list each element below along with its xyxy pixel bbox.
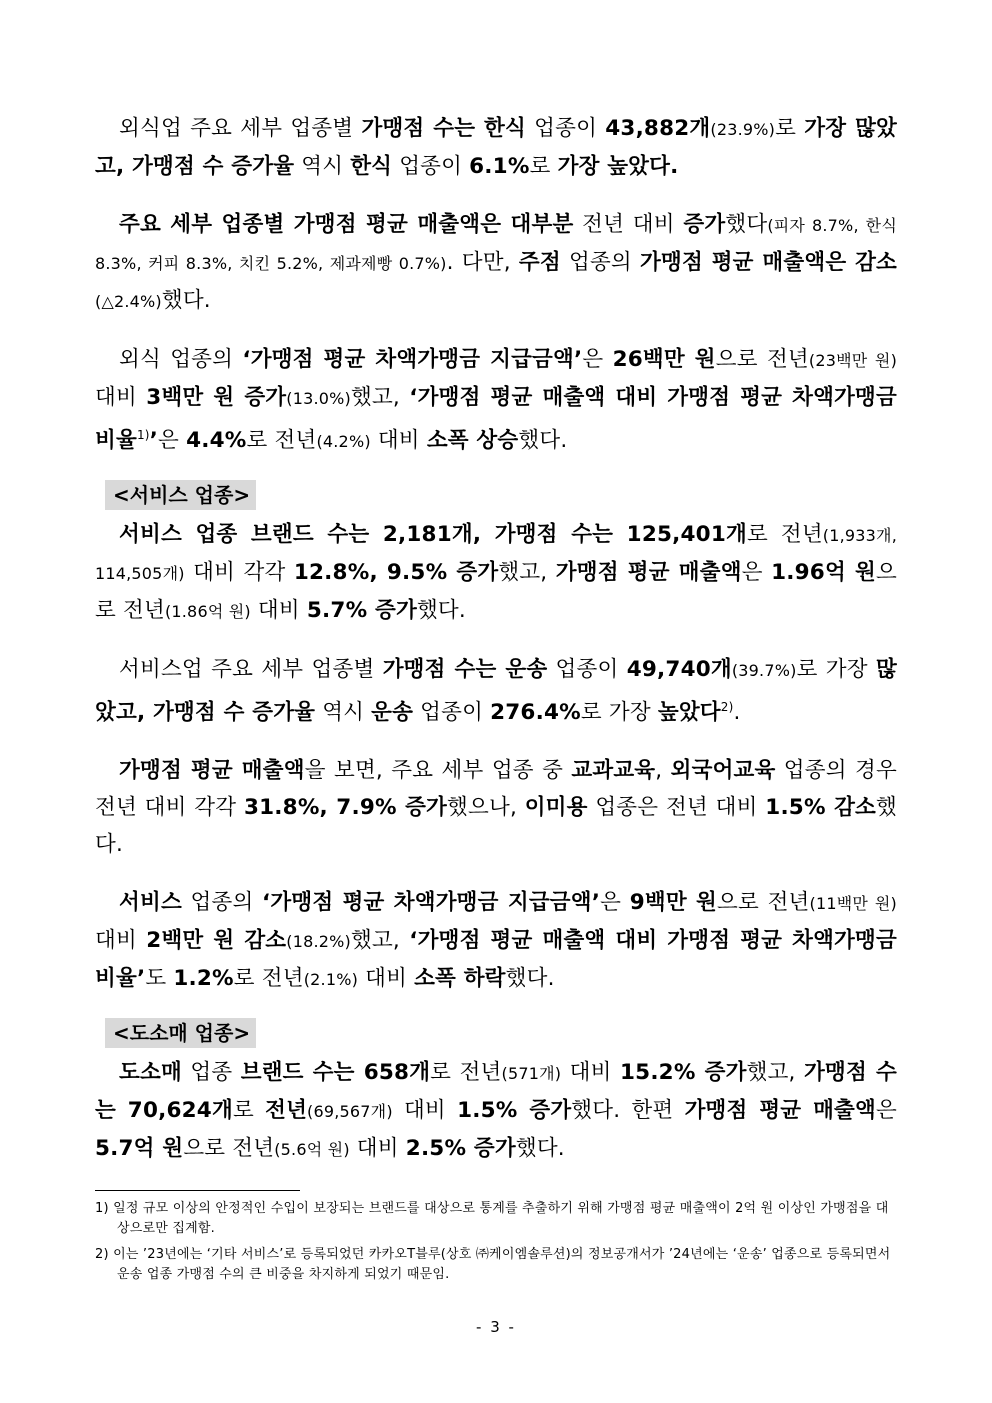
emphasis-text: 이미용 [524,795,588,821]
emphasis-text: 서비스 업종 브랜드 수는 2,181개, 가맹점 수는 125,401개 [119,522,747,548]
parenthetical-text: (571개) [501,1064,562,1084]
emphasis-text: 1.5% 증가 [457,1098,572,1124]
body-text: 했다. [518,428,568,454]
emphasis-text: 5.7% 증가 [306,598,417,624]
body-text: 로 전년 [246,428,317,454]
body-text: 로 [232,1098,266,1124]
body-text: 서비스업 주요 세부 업종별 [119,657,383,683]
emphasis-text: 43,882개 [605,116,711,141]
body-text: 했다. [161,288,211,313]
parenthetical-text: (18.2%) [286,932,351,952]
body-text: 대비 [392,1098,458,1124]
emphasis-text: 전년 [265,1098,308,1124]
body-text: 대비 각각 [184,560,294,586]
emphasis-text: 31.8%, 7.9% 증가 [243,795,448,821]
body-text: 했다. [95,795,897,858]
emphasis-text: 가맹점 수는 한식 [361,116,526,141]
emphasis-text: 49,740개 [626,657,732,683]
section-retail [95,1018,897,1048]
emphasis-text: 3백만 원 증가 [146,385,287,410]
emphasis-text: 276.4% [490,700,581,726]
emphasis-text: 증가 [683,212,726,237]
body-text: 외식 업종의 [119,347,243,372]
body-text: 업종의 [560,250,641,275]
emphasis-text: 한식 [350,154,393,179]
body-text: 했다. [515,1136,565,1162]
footnotes [95,1190,897,1291]
emphasis-text: 도소매 [119,1060,182,1086]
emphasis-text: 주요 세부 업종별 가맹점 평균 매출액은 대부분 [119,212,574,237]
footnote-1: 1) 일정 규모 이상의 안정적인 수입이 보장되는 브랜드를 대상으로 통계를 추출하기 위해 가맹점 평균 매출액이 2억 원 이상인 가맹점을 대상으로만 집계함. [95,1201,889,1236]
parenthetical-text: (23.9%) [710,120,776,139]
body-text: 대비 [561,1060,620,1086]
emphasis-text: 가장 높았다. [557,154,679,179]
paragraph-service-margin [95,884,897,998]
paragraph-service-summary [95,516,897,630]
body-text: 업종 [181,1060,241,1086]
body-text: 로 전년 [430,1060,502,1086]
body-text: 역시 [294,154,351,179]
emphasis-text: ’ [149,428,159,454]
emphasis-text: 2백만 원 감소 [146,928,287,954]
body-text: 은 [741,560,772,586]
body-text: 로 [775,116,805,141]
emphasis-text: 주점 [518,250,561,275]
emphasis-text: 가맹점 평균 매출액은 감소 [640,250,898,275]
body-text: 대비 [370,428,427,454]
emphasis-text: 1.2% [173,966,234,992]
body-text: 은 [582,347,613,372]
parenthetical-text: (2.1%) [303,970,359,990]
emphasis-text: 5.7억 원 [95,1136,184,1162]
body-text: 대비 [95,928,147,954]
emphasis-text: 서비스 [119,890,182,916]
body-text: 업종이 [392,154,470,179]
body-text: 로 전년 [746,522,823,548]
emphasis-text: 6.1% [469,154,530,179]
emphasis-text: 가맹점 평균 매출액 [555,560,742,586]
body-text: 대비 [358,966,415,992]
parenthetical-text: (4.2%) [316,432,371,452]
body-text: 도 [145,966,174,992]
body-text: 대비 [349,1136,406,1162]
body-text: 로 전년 [233,966,304,992]
emphasis-text: 교과교육 [571,758,656,784]
paragraph-food-sales [95,206,897,320]
body-text: 대비 [95,385,147,410]
parenthetical-text: (13.0%) [286,389,351,408]
emphasis-text: 가장 많았고, 가맹점 수 증가율 [95,116,898,179]
parenthetical-text: (11백만 원) [809,894,897,914]
emphasis-text: 운송 [371,700,414,726]
body-text: 으로 전년 [95,560,897,624]
document-body [95,110,897,1168]
paragraph-retail-summary [95,1054,897,1168]
emphasis-text: ‘가맹점 평균 차액가맹금 지급금액’ [262,890,601,916]
body-text: 업종이 [525,116,606,141]
emphasis-text: ‘가맹점 평균 매출액 대비 가맹점 평균 차액가맹금 비율 [95,385,897,454]
emphasis-text: 1.96억 원 [771,560,876,586]
body-text: 했고, [498,560,556,586]
body-text: 을 보면, 주요 세부 업종 중 [304,758,572,784]
parenthetical-text: (피자 8.7%, 한식 8.3%, 커피 8.3%, 치킨 5.2%, 제과제빵 0.7%) [95,216,897,273]
footnote-2: 2) 이는 ’23년에는 ‘기타 서비스’로 등록되었던 카카오T블루(상호 ㈜케이엠솔루션)의 정보공개서가 ’24년에는 ‘운송’ 업종으로 등록되면서 운송 업종 가맹점 수의 큰 비중을 차지하게 되었기 때문임. [95,1247,891,1282]
body-text: 으로 전년 [717,890,810,916]
body-text: , [655,758,671,784]
section-service [95,480,897,510]
body-text: 은 [158,428,187,454]
parenthetical-text: (69,567개) [307,1102,393,1122]
body-text: 으로 전년 [183,1136,275,1162]
emphasis-text: 외국어교육 [670,758,776,784]
paragraph-food-subsector-count [95,110,897,185]
body-text: 했다. [416,598,466,624]
body-text: 했고, [350,928,410,954]
emphasis-text: 가맹점 평균 매출액 [119,758,305,784]
page-number: - 3 - [476,1318,516,1336]
section-heading-service: <서비스 업종> [105,480,256,510]
body-text: 외식업 주요 세부 업종별 [119,116,362,141]
body-text: 은 [600,890,630,916]
body-text: 역시 [315,700,372,726]
body-text: . [733,700,741,726]
emphasis-text: 4.4% [186,428,247,454]
emphasis-text: ‘가맹점 평균 차액가맹금 지급금액’ [242,347,583,372]
body-text: . 다만, [446,250,519,275]
emphasis-text: 12.8%, 9.5% 증가 [293,560,499,586]
emphasis-text: 가맹점 평균 매출액 [684,1098,876,1124]
body-text: 했다. [505,966,555,992]
emphasis-text: 가맹점 수는 70,624개 [95,1060,897,1124]
section-heading-retail: <도소매 업종> [105,1018,256,1048]
paragraph-food-margin [95,341,897,460]
paragraph-service-subsector-count [95,651,897,731]
emphasis-text: 26백만 원 [612,347,716,372]
body-text: 은 [876,1098,897,1124]
emphasis-text: 소폭 상승 [426,428,519,454]
body-text: 전년 대비 [573,212,684,237]
emphasis-text: 많았고, 가맹점 수 증가율 [95,657,897,726]
paragraph-service-sales [95,752,897,863]
body-text: 업종은 전년 대비 [587,795,766,821]
body-text: 했고, [350,385,410,410]
emphasis-text: 2.5% 증가 [405,1136,516,1162]
body-text: 업종이 [547,657,627,683]
footnote-ref: 2) [720,700,734,715]
body-text: 업종의 경우 전년 대비 각각 [95,758,897,821]
parenthetical-text: (△2.4%) [95,292,162,311]
emphasis-text: 높았다 [657,700,721,726]
footnote-ref: 1) [136,428,150,442]
emphasis-text: 9백만 원 [629,890,718,916]
body-text: 했다 [725,212,768,237]
body-text: 로 가장 [580,700,658,726]
emphasis-text: 브랜드 수는 658개 [240,1060,431,1086]
emphasis-text: 소폭 하락 [414,966,506,992]
body-text: 으로 전년 [715,347,809,372]
parenthetical-text: (1.86억 원) [164,602,251,622]
body-text: 로 [529,154,558,179]
emphasis-text: 15.2% 증가 [620,1060,747,1086]
body-text: 업종의 [181,890,263,916]
emphasis-text: ‘가맹점 평균 매출액 대비 가맹점 평균 차액가맹금 비율’ [95,928,897,992]
body-text: 했으나, [447,795,525,821]
body-text: 로 가장 [796,657,876,683]
emphasis-text: 가맹점 수는 운송 [382,657,548,683]
emphasis-text: 1.5% 감소 [765,795,877,821]
footnote-rule [95,1190,300,1191]
parenthetical-text: (23백만 원) [808,351,898,370]
body-text: 업종이 [413,700,491,726]
parenthetical-text: (39.7%) [731,661,797,681]
parenthetical-text: (5.6억 원) [274,1140,350,1160]
parenthetical-text: (1,933개, 114,505개) [95,526,897,584]
body-text: 했다. 한편 [571,1098,685,1124]
body-text: 대비 [250,598,307,624]
body-text: 했고, [746,1060,805,1086]
